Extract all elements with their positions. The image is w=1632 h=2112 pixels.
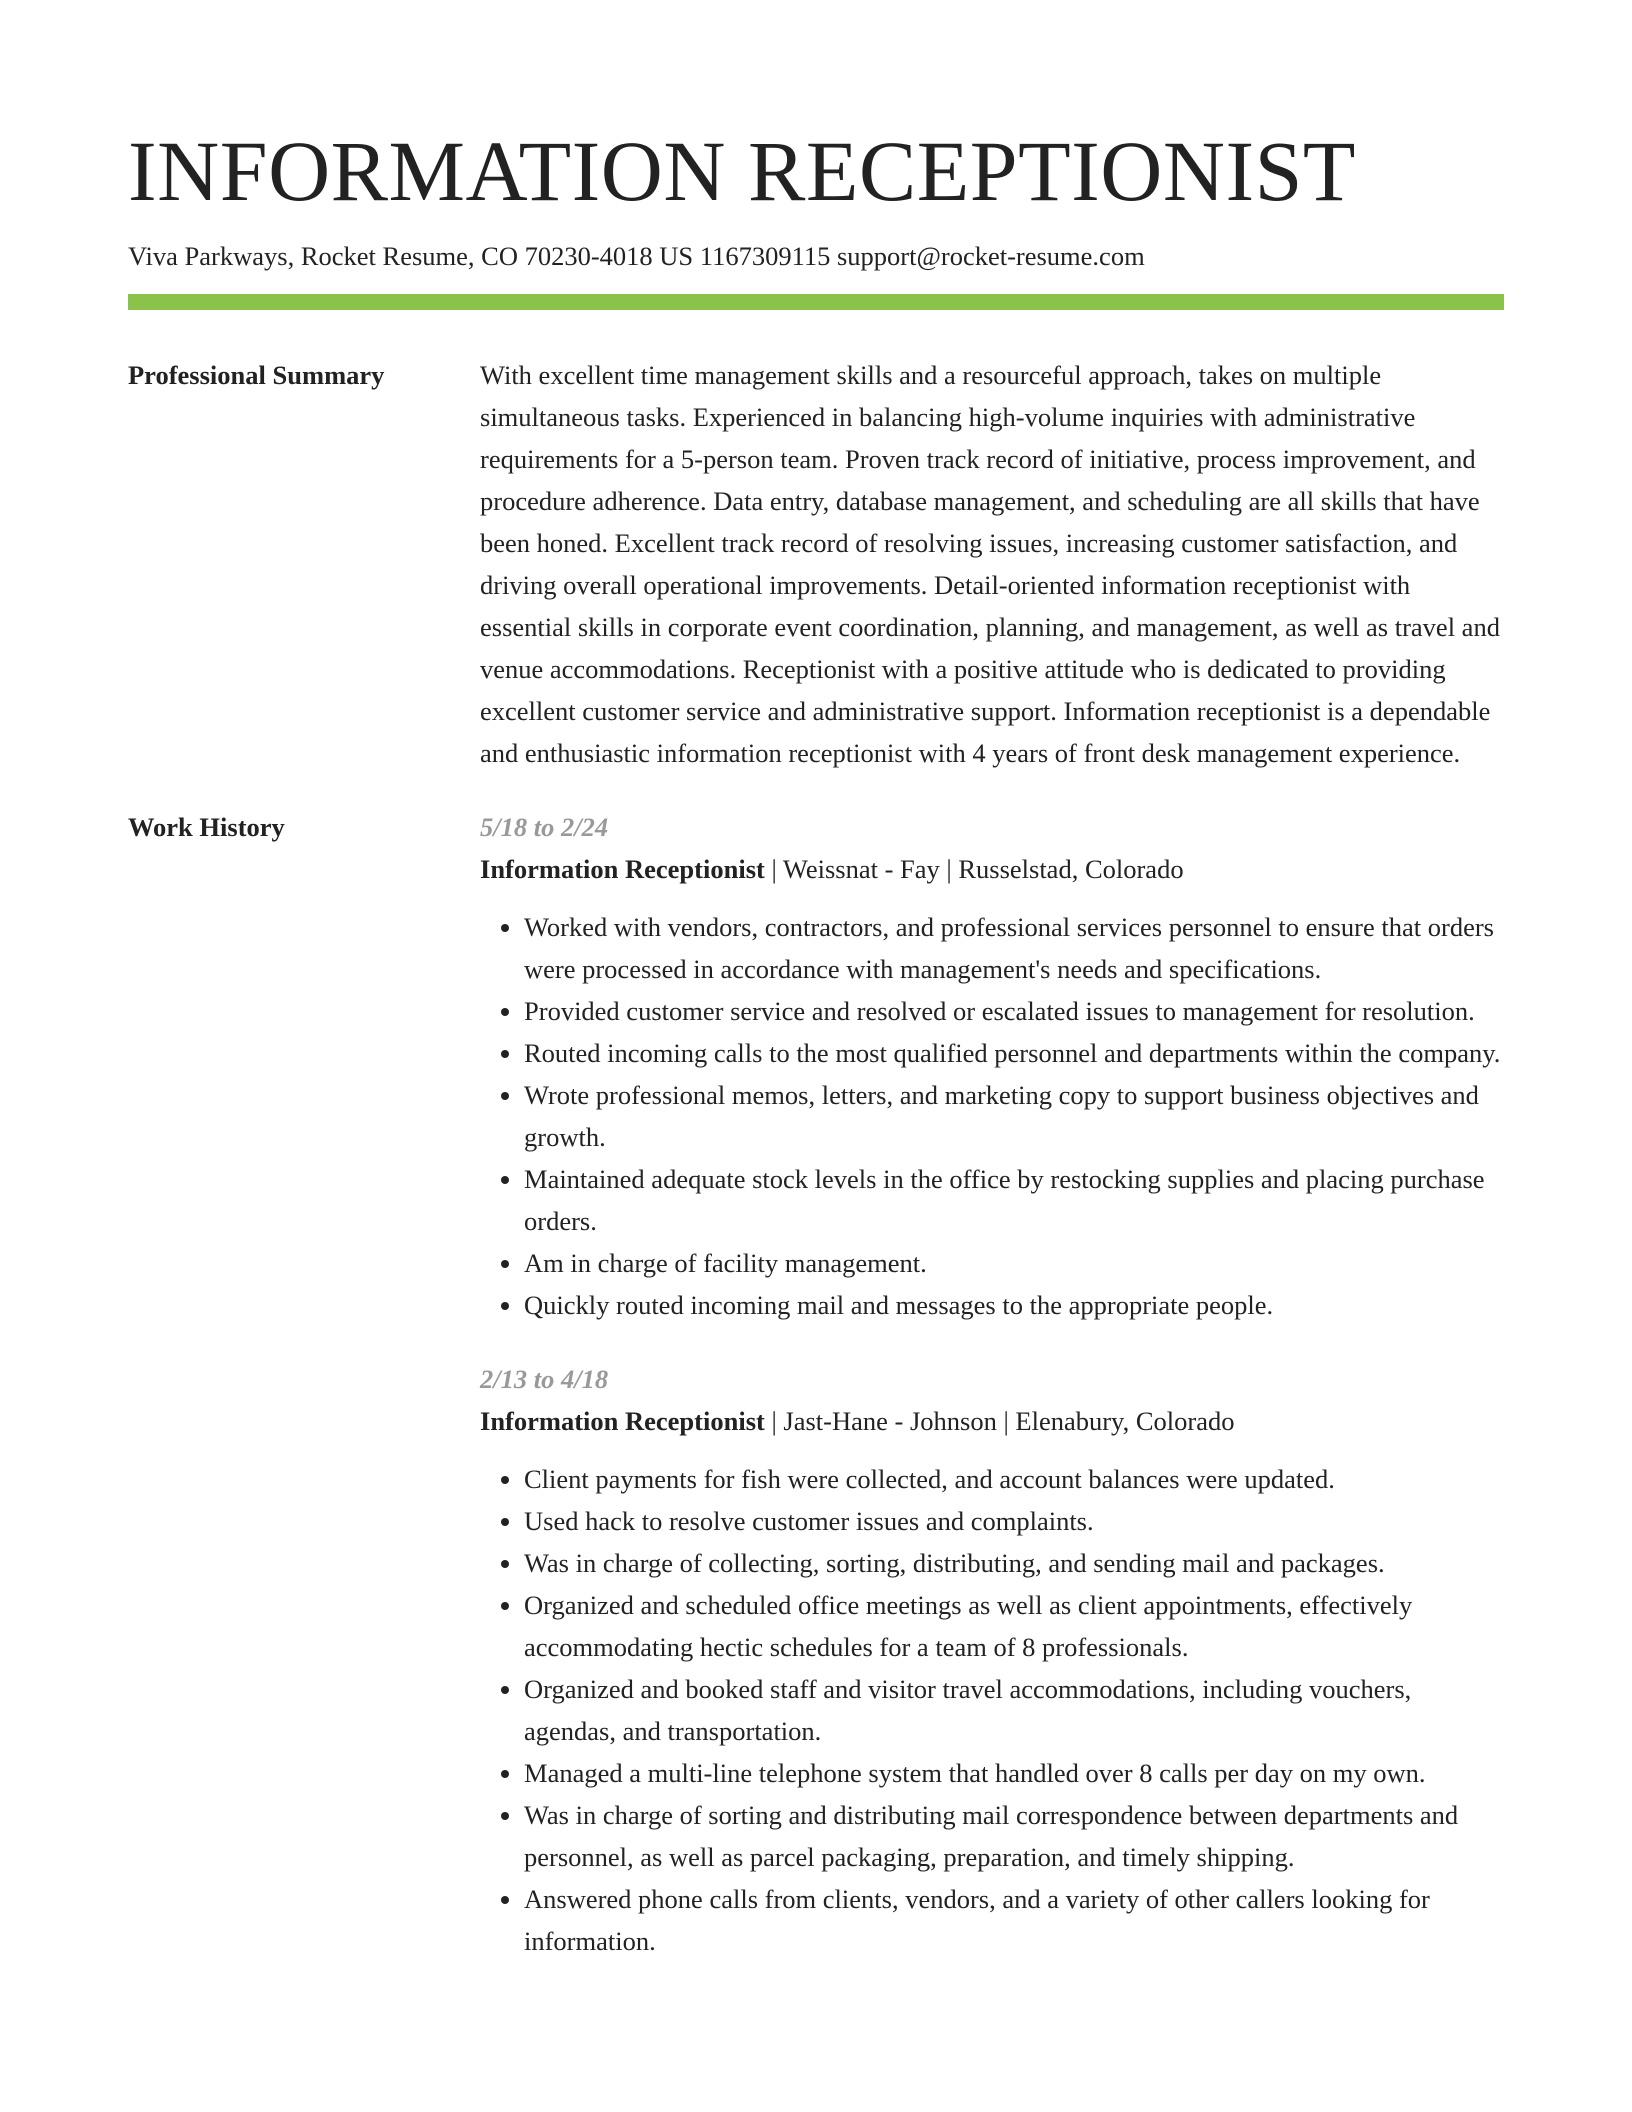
job-bullet: • Organized and scheduled office meetings as well as client appointments, effectively accommodating hectic schedules for a team of 8 professionals.	[524, 1584, 1504, 1668]
contact-street: Viva Parkways,	[128, 241, 295, 271]
summary-body	[480, 354, 1504, 774]
job-bullet: • Maintained adequate stock levels in the office by restocking supplies and placing purchase orders.	[524, 1158, 1504, 1242]
job-entry	[480, 1358, 1504, 1962]
job-bullet: • Provided customer service and resolved or escalated issues to management for resolution.	[524, 990, 1504, 1032]
job-bullet: • Organized and booked staff and visitor travel accommodations, including vouchers, agendas, and transportation.	[524, 1668, 1504, 1752]
job-employer-location: | Jast-Hane - Johnson | Elenabury, Colorado	[764, 1406, 1235, 1436]
job-bullet: • Managed a multi-line telephone system that handled over 8 calls per day on my own.	[524, 1752, 1504, 1794]
job-bullet: • Quickly routed incoming mail and messages to the appropriate people.	[524, 1284, 1504, 1326]
summary-text: With excellent time management skills and a resourceful approach, takes on multiple simultaneous tasks. Experienced in balancing high-volume inquiries with administrative requirements for a 5-person team. Proven track record of initiative, process improvement, and procedure adherence. Data entry, database management, and scheduling are all skills that have been honed. Excellent track record of resolving issues, increasing customer satisfaction, and driving overall operational improvements. Detail-oriented information receptionist with essential skills in corporate event coordination, planning, and management, as well as travel and venue accommodations. Receptionist with a positive attitude who is dedicated to providing excellent customer service and administrative support. Information receptionist is a dependable and enthusiastic information receptionist with 4 years of front desk management experience.	[480, 360, 1500, 768]
professional-summary-section	[128, 354, 1504, 774]
job-bullet-list	[480, 1458, 1504, 1962]
section-label-work-history: Work History	[128, 812, 285, 842]
job-title: Information Receptionist	[480, 1406, 765, 1436]
job-bullet: • Was in charge of sorting and distributing mail correspondence between departments and personnel, as well as parcel packaging, preparation, and timely shipping.	[524, 1794, 1504, 1878]
job-bullet: • Am in charge of facility management.	[524, 1242, 1504, 1284]
job-title: Information Receptionist	[480, 854, 765, 884]
job-bullet: • Used hack to resolve customer issues and complaints.	[524, 1500, 1504, 1542]
job-entry	[480, 806, 1504, 1326]
section-label-professional-summary: Professional Summary	[128, 360, 385, 390]
job-bullet: • Answered phone calls from clients, vendors, and a variety of other callers looking for information.	[524, 1878, 1504, 1962]
resume-name-heading: INFORMATION RECEPTIONIST	[128, 123, 1356, 219]
job-employer-location: | Weissnat - Fay | Russelstad, Colorado	[764, 854, 1184, 884]
job-header	[480, 848, 1504, 890]
work-history-section	[128, 806, 1504, 1962]
job-dates: 5/18 to 2/24	[480, 812, 609, 842]
contact-phone: 1167309115	[699, 241, 831, 271]
job-bullet: • Client payments for fish were collected, and account balances were updated.	[524, 1458, 1504, 1500]
job-bullet-list	[480, 906, 1504, 1326]
contact-email: support@rocket-resume.com	[836, 241, 1145, 271]
job-dates: 2/13 to 4/18	[480, 1364, 609, 1394]
header-divider-bar	[128, 294, 1504, 310]
job-bullet: • Wrote professional memos, letters, and marketing copy to support business objectives and growth.	[524, 1074, 1504, 1158]
job-header	[480, 1400, 1504, 1442]
job-bullet: • Worked with vendors, contractors, and professional services personnel to ensure that orders were processed in accordance with management's needs and specifications.	[524, 906, 1504, 990]
contact-city-state-zip: Rocket Resume, CO 70230-4018 US	[300, 241, 694, 271]
work-history-body	[480, 806, 1504, 1962]
resume-page	[128, 116, 1504, 1962]
contact-line	[128, 238, 1504, 274]
job-bullet: • Routed incoming calls to the most qualified personnel and departments within the company.	[524, 1032, 1504, 1074]
job-bullet: • Was in charge of collecting, sorting, distributing, and sending mail and packages.	[524, 1542, 1504, 1584]
